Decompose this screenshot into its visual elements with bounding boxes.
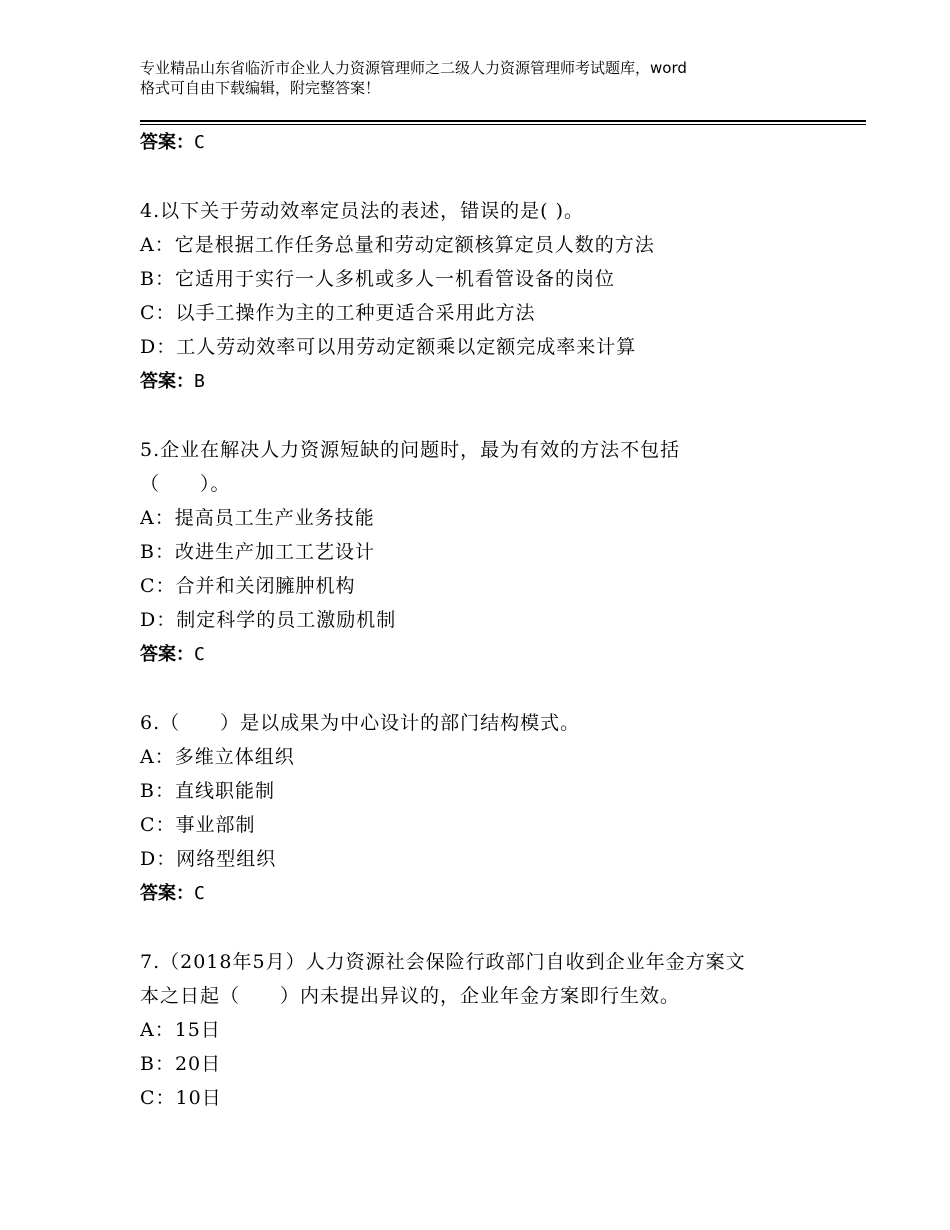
header-line-2: 格式可自由下载编辑，附完整答案！	[140, 79, 381, 97]
q6-stem: 6.（ ）是以成果为中心设计的部门结构模式。	[140, 712, 581, 734]
q5-option-a: A：提高员工生产业务技能	[140, 507, 375, 529]
q5-stem-line-1: 5.企业在解决人力资源短缺的问题时，最为有效的方法不包括	[140, 439, 681, 461]
document-header	[140, 58, 840, 98]
q6-option-b: B：直线职能制	[140, 780, 275, 802]
answer-value: B	[194, 371, 205, 392]
q3-answer	[140, 130, 205, 156]
q7-stem-line-1: 7.（2018年5月）人力资源社会保险行政部门自收到企业年金方案文	[140, 951, 746, 973]
q4-option-a: A：它是根据工作任务总量和劳动定额核算定员人数的方法	[140, 234, 655, 256]
q5-stem-line-2: （ ）。	[140, 473, 231, 495]
q4-stem: 4.以下关于劳动效率定员法的表述，错误的是( )。	[140, 200, 584, 222]
q4-option-b: B：它适用于实行一人多机或多人一机看管设备的岗位	[140, 268, 615, 290]
q4-answer	[140, 369, 205, 395]
q4-option-c: C：以手工操作为主的工种更适合采用此方法	[140, 302, 536, 324]
answer-label: 答案：	[140, 644, 194, 665]
answer-value: C	[194, 644, 205, 665]
q4-option-d: D：工人劳动效率可以用劳动定额乘以定额完成率来计算	[140, 336, 637, 358]
answer-value: C	[194, 883, 205, 904]
q5-option-b: B：改进生产加工工艺设计	[140, 541, 375, 563]
header-rule-thin	[140, 124, 866, 125]
q7-option-c: C：10日	[140, 1087, 222, 1109]
answer-label: 答案：	[140, 371, 194, 392]
q7-stem-line-2: 本之日起（ ）内未提出异议的，企业年金方案即行生效。	[140, 985, 681, 1007]
q7-option-b: B：20日	[140, 1053, 222, 1075]
q6-answer	[140, 881, 205, 907]
q7-option-a: A：15日	[140, 1019, 221, 1041]
q5-answer	[140, 642, 205, 668]
q5-option-d: D：制定科学的员工激励机制	[140, 609, 397, 631]
q6-option-c: C：事业部制	[140, 814, 256, 836]
q6-option-a: A：多维立体组织	[140, 746, 295, 768]
answer-value: C	[194, 132, 205, 153]
answer-label: 答案：	[140, 883, 194, 904]
q5-option-c: C：合并和关闭臃肿机构	[140, 575, 356, 597]
answer-label: 答案：	[140, 132, 194, 153]
header-line-1: 专业精品山东省临沂市企业人力资源管理师之二级人力资源管理师考试题库，word	[140, 59, 687, 77]
header-rule-thick	[140, 120, 866, 122]
q6-option-d: D：网络型组织	[140, 848, 277, 870]
